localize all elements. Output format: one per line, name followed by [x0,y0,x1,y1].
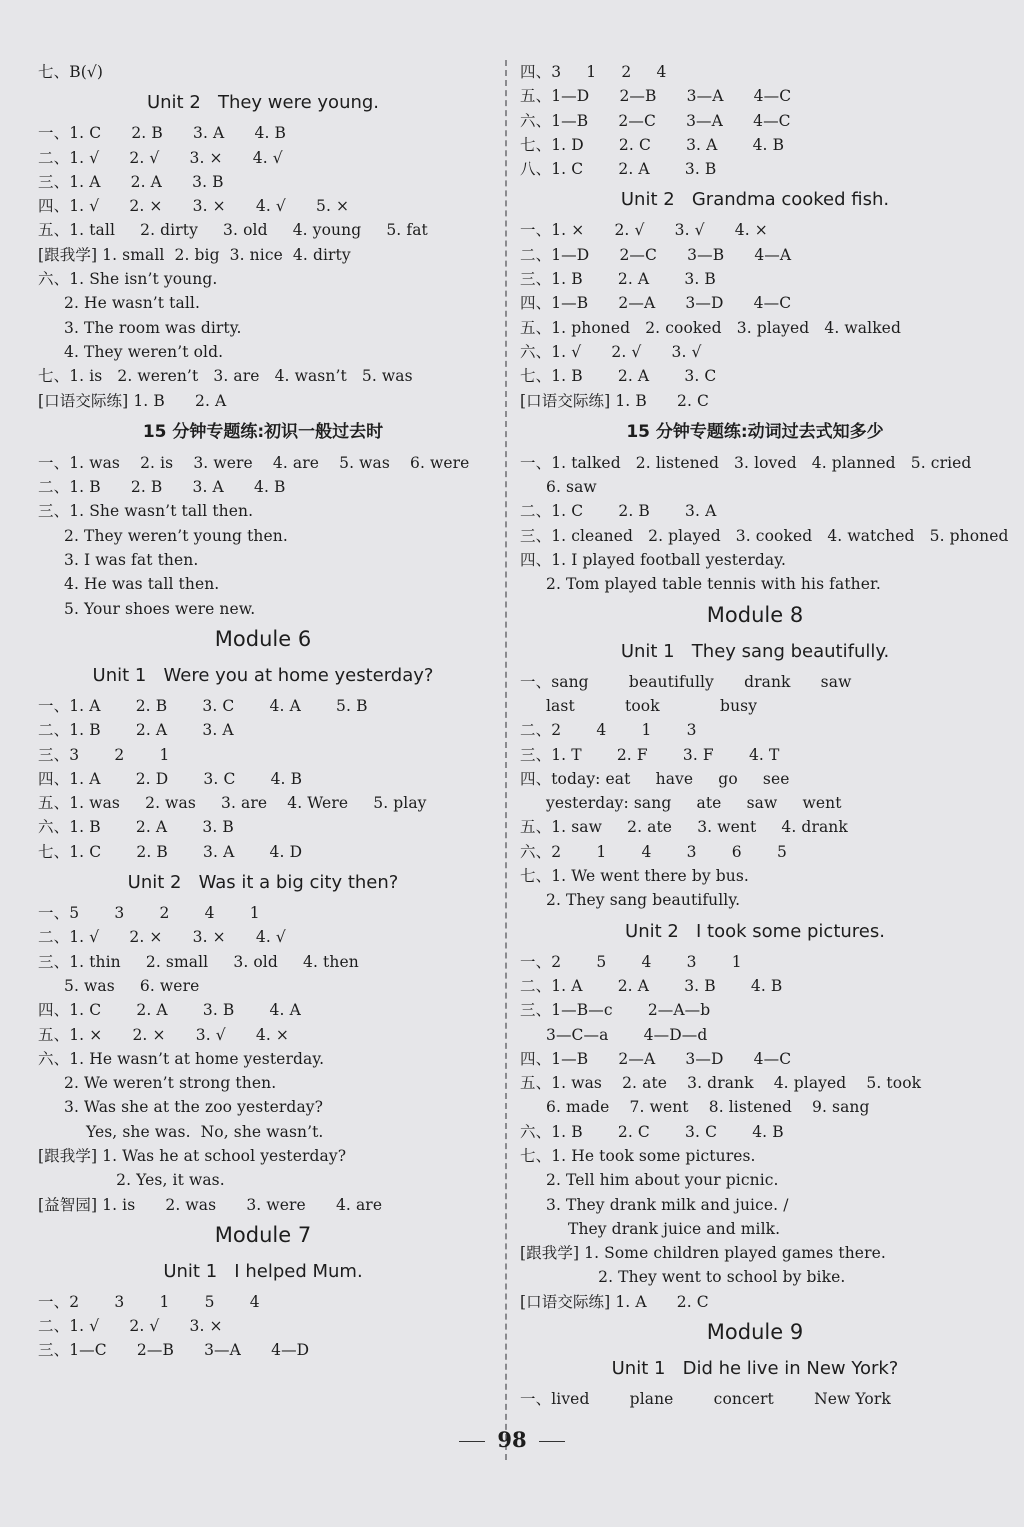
answer-line: 七、1. is 2. weren’t 3. are 4. wasn’t 5. was [38,367,413,386]
answer-line: 一、2 3 1 5 4 [38,1292,260,1311]
answer-line: 二、1—D 2—C 3—B 4—A [520,245,792,264]
answer-line: 二、1. B 2. B 3. A 4. B [38,478,286,497]
unit-heading: Unit 2 Grandma cooked fish. [620,189,890,211]
answer-line: 六、1. B 2. A 3. B [38,818,234,837]
answer-line: 2. Yes, it was. [86,1171,225,1190]
page-number-left-dash [459,1441,485,1442]
answer-line: 3. I was fat then. [64,551,199,570]
answer-line: 四、1. √ 2. × 3. × 4. √ 5. × [38,197,350,216]
column-divider [505,60,507,1460]
answer-line: 二、1. B 2. A 3. A [38,721,234,740]
module-heading: Module 8 [706,602,804,627]
answer-line: 五、1. × 2. × 3. √ 4. × [38,1025,289,1044]
answer-line: 2. Tell him about your picnic. [546,1171,779,1190]
answer-line: 五、1. tall 2. dirty 3. old 4. young 5. fat [38,221,428,240]
answer-line: 一、sang beautifully drank saw [520,672,852,691]
unit-heading: Unit 2 They were young. [146,92,380,114]
answer-line: 2. They sang beautifully. [546,891,741,910]
answer-line: 一、5 3 2 4 1 [38,904,260,923]
answer-line: 5. was 6. were [64,976,200,995]
left-answer-column [38,60,488,1363]
answer-line: They drank juice and milk. [568,1219,781,1238]
answer-line: 三、1. T 2. F 3. F 4. T [520,745,780,764]
answer-line: [口语交际练] 1. B 2. A [38,391,227,410]
answer-line: 3. They drank milk and juice. / [546,1195,789,1214]
answer-line: 4. They weren’t old. [64,342,224,361]
answer-line: [跟我学] 1. small 2. big 3. nice 4. dirty [38,245,351,264]
unit-heading: Unit 1 Did he live in New York? [611,1358,899,1380]
answer-line: 五、1—D 2—B 3—A 4—C [520,87,792,106]
unit-heading: Unit 1 Were you at home yesterday? [92,664,434,686]
answer-line: 4. He was tall then. [64,575,220,594]
answer-line: 3. Was she at the zoo yesterday? [64,1098,324,1117]
module-heading: Module 7 [214,1222,312,1247]
unit-heading: Unit 1 They sang beautifully. [620,640,890,662]
answer-line: 七、1. We went there by bus. [520,867,749,886]
answer-line: 七、1. He took some pictures. [520,1146,756,1165]
answer-line: [益智园] 1. is 2. was 3. were 4. are [38,1195,383,1214]
page-number-text: 98 [497,1427,527,1452]
answer-line: 四、1. I played football yesterday. [520,551,787,570]
answer-line: 六、1. She isn’t young. [38,270,218,289]
answer-line: 2. Tom played table tennis with his father. [546,575,881,594]
answer-line: 五、1. was 2. ate 3. drank 4. played 5. took [520,1074,922,1093]
answer-line: 二、2 4 1 3 [520,721,697,740]
answer-line: 2. They went to school by bike. [568,1268,846,1287]
module-heading: Module 6 [214,626,312,651]
answer-line: 三、1. thin 2. small 3. old 4. then [38,952,359,971]
answer-line: 一、1. C 2. B 3. A 4. B [38,124,286,143]
answer-line: 七、1. B 2. A 3. C [520,367,717,386]
answer-line: [跟我学] 1. Some children played games there. [520,1244,886,1263]
unit-heading: Unit 1 I helped Mum. [163,1260,363,1282]
answer-line: 四、1—B 2—A 3—D 4—C [520,294,792,313]
answer-line: last took busy [546,696,758,715]
answer-line: 七、1. C 2. B 3. A 4. D [38,842,303,861]
right-answer-column [520,60,1009,1411]
answer-line: 六、1. √ 2. √ 3. √ [520,342,702,361]
answer-line: 2. We weren’t strong then. [64,1074,277,1093]
answer-line: 三、1—C 2—B 3—A 4—D [38,1341,310,1360]
answer-line: 三、1. She wasn’t tall then. [38,502,254,521]
topic-heading: 15 分钟专题练:初识一般过去时 [142,421,384,442]
answer-line: 二、1. √ 2. √ 3. × 4. √ [38,148,283,167]
unit-heading: Unit 2 I took some pictures. [625,920,885,942]
answer-line: 二、1. A 2. A 3. B 4. B [520,976,783,995]
answer-line: 三、1. A 2. A 3. B [38,172,224,191]
answer-line: 2. They weren’t young then. [64,526,288,545]
answer-line: Yes, she was. No, she wasn’t. [86,1122,324,1141]
answer-line: 一、1. A 2. B 3. C 4. A 5. B [38,696,368,715]
answer-line: [口语交际练] 1. A 2. C [520,1292,709,1311]
topic-heading: 15 分钟专题练:动词过去式知多少 [626,421,884,442]
answer-line: 6. saw [546,478,597,497]
module-heading: Module 9 [706,1320,804,1345]
answer-line: 四、1. A 2. D 3. C 4. B [38,769,303,788]
answer-line: 五、1. phoned 2. cooked 3. played 4. walked [520,318,901,337]
answer-line: 3—C—a 4—D—d [546,1025,708,1044]
page-number-right-dash [539,1441,565,1442]
answer-line: 六、1—B 2—C 3—A 4—C [520,111,791,130]
answer-line: 2. He wasn’t tall. [64,294,200,313]
answer-line: 八、1. C 2. A 3. B [520,160,717,179]
answer-line: 六、2 1 4 3 6 5 [520,842,787,861]
answer-line: 3. The room was dirty. [64,318,242,337]
answer-line: 5. Your shoes were new. [64,599,256,618]
answer-line: 七、1. D 2. C 3. A 4. B [520,135,785,154]
answer-line: yesterday: sang ate saw went [546,794,842,813]
answer-line: 三、1. cleaned 2. played 3. cooked 4. watched 5. phoned [520,526,1009,545]
answer-line: 六、1. B 2. C 3. C 4. B [520,1122,784,1141]
answer-line: 六、1. He wasn’t at home yesterday. [38,1049,325,1068]
answer-line: [口语交际练] 1. B 2. C [520,391,709,410]
answer-line: 四、1. C 2. A 3. B 4. A [38,1001,301,1020]
answer-line: 一、1. was 2. is 3. were 4. are 5. was 6. were [38,453,470,472]
answer-line: 6. made 7. went 8. listened 9. sang [546,1098,870,1117]
answer-line: [跟我学] 1. Was he at school yesterday? [38,1146,347,1165]
unit-heading: Unit 2 Was it a big city then? [127,872,399,894]
answer-line: 五、1. saw 2. ate 3. went 4. drank [520,818,848,837]
answer-line: 二、1. √ 2. × 3. × 4. √ [38,928,286,947]
answer-line: 一、2 5 4 3 1 [520,952,742,971]
answer-line: 一、1. talked 2. listened 3. loved 4. planned 5. cried [520,453,972,472]
answer-line: 三、1—B—c 2—A—b [520,1001,711,1020]
answer-line: 二、1. √ 2. √ 3. × [38,1317,223,1336]
answer-line: 四、1—B 2—A 3—D 4—C [520,1049,792,1068]
answer-line: 二、1. C 2. B 3. A [520,502,717,521]
answer-line: 三、1. B 2. A 3. B [520,270,716,289]
answer-line: 一、lived plane concert New York [520,1390,891,1409]
answer-line: 四、3 1 2 4 [520,63,667,81]
page-number [0,1427,1024,1452]
answer-line: 七、B(√) [38,63,103,81]
answer-line: 四、today: eat have go see [520,769,790,788]
answer-line: 一、1. × 2. √ 3. √ 4. × [520,221,768,240]
answer-line: 五、1. was 2. was 3. are 4. Were 5. play [38,794,427,813]
answer-line: 三、3 2 1 [38,745,170,764]
